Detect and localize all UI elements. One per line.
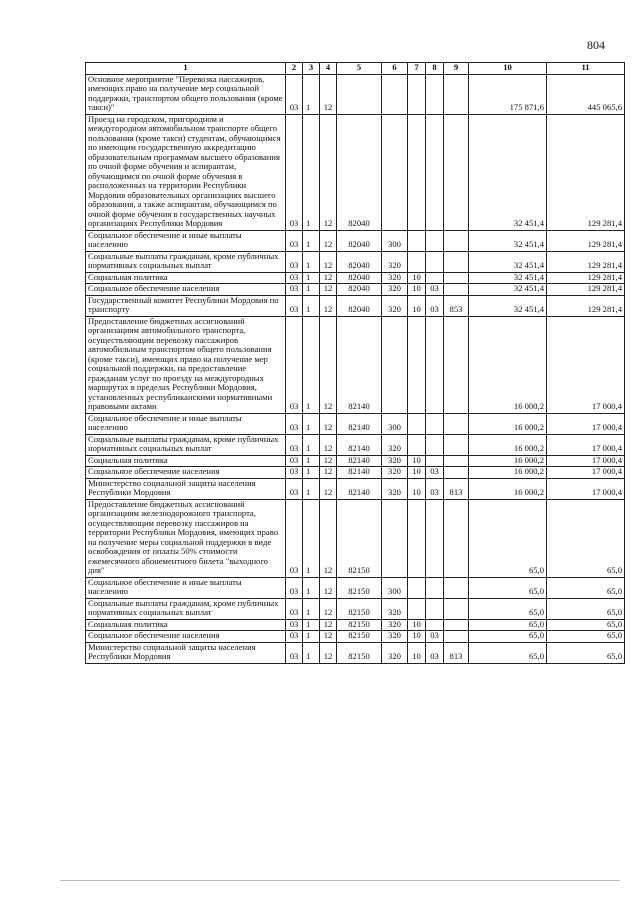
- table-row: [86, 467, 625, 479]
- column-header-3: 3: [303, 63, 320, 75]
- row-cell-col-4: 12: [320, 642, 337, 663]
- row-cell-col-9: [444, 284, 469, 296]
- row-name-cell: Социальное обеспечение населения: [86, 467, 286, 479]
- row-cell-col-2: 03: [286, 295, 303, 316]
- row-cell-col-8: [426, 272, 444, 284]
- row-cell-col-4: 12: [320, 251, 337, 272]
- table-body: [86, 74, 625, 663]
- row-cell-col-4: 12: [320, 114, 337, 230]
- row-cell-col-5: 82040: [337, 295, 382, 316]
- row-cell-col-4: 12: [320, 577, 337, 598]
- table-row: [86, 455, 625, 467]
- table-row: [86, 413, 625, 434]
- row-cell-col-10: 32 451,4: [469, 251, 547, 272]
- row-cell-col-8: 03: [426, 467, 444, 479]
- row-cell-col-7: [408, 251, 426, 272]
- row-cell-col-8: [426, 316, 444, 413]
- row-cell-col-7: 10: [408, 642, 426, 663]
- row-cell-col-10: 16 000,2: [469, 413, 547, 434]
- row-cell-col-11: 17 000,4: [547, 413, 625, 434]
- row-name-cell: Социальное обеспечение и иные выплаты населению: [86, 577, 286, 598]
- table-row: [86, 598, 625, 619]
- row-cell-col-3: 1: [303, 284, 320, 296]
- row-cell-col-4: 12: [320, 499, 337, 577]
- row-cell-col-5: 82150: [337, 642, 382, 663]
- row-cell-col-4: 12: [320, 455, 337, 467]
- table-row: [86, 642, 625, 663]
- row-cell-col-7: 10: [408, 284, 426, 296]
- row-name-cell: Основное мероприятие "Перевозка пассажиров, имеющих право на получение мер социальной поддержки, транспортом общего пользования (кроме такси)": [86, 74, 286, 114]
- row-cell-col-9: [444, 316, 469, 413]
- row-cell-col-4: 12: [320, 230, 337, 251]
- row-cell-col-5: 82040: [337, 230, 382, 251]
- row-cell-col-5: 82140: [337, 467, 382, 479]
- row-cell-col-4: 12: [320, 74, 337, 114]
- row-cell-col-9: [444, 467, 469, 479]
- table-row: [86, 316, 625, 413]
- row-cell-col-2: 03: [286, 619, 303, 631]
- row-cell-col-11: 129 281,4: [547, 230, 625, 251]
- row-cell-col-2: 03: [286, 413, 303, 434]
- row-cell-col-5: 82040: [337, 114, 382, 230]
- budget-table: [85, 62, 625, 664]
- row-cell-col-5: 82150: [337, 499, 382, 577]
- column-header-4: 4: [320, 63, 337, 75]
- row-cell-col-9: [444, 631, 469, 643]
- row-cell-col-7: 10: [408, 619, 426, 631]
- row-cell-col-6: 320: [382, 272, 408, 284]
- row-cell-col-2: 03: [286, 230, 303, 251]
- table-row: [86, 251, 625, 272]
- row-cell-col-3: 1: [303, 598, 320, 619]
- row-cell-col-11: 17 000,4: [547, 467, 625, 479]
- row-cell-col-3: 1: [303, 230, 320, 251]
- row-cell-col-8: [426, 114, 444, 230]
- row-cell-col-4: 12: [320, 295, 337, 316]
- table-row: [86, 577, 625, 598]
- row-cell-col-4: 12: [320, 478, 337, 499]
- row-cell-col-3: 1: [303, 74, 320, 114]
- row-cell-col-7: [408, 413, 426, 434]
- row-name-cell: Социальная политика: [86, 272, 286, 284]
- row-cell-col-4: 12: [320, 598, 337, 619]
- row-cell-col-11: 65,0: [547, 631, 625, 643]
- row-cell-col-3: 1: [303, 455, 320, 467]
- row-cell-col-11: 129 281,4: [547, 272, 625, 284]
- row-name-cell: Социальное обеспечение и иные выплаты населению: [86, 413, 286, 434]
- column-header-7: 7: [408, 63, 426, 75]
- row-name-cell: Проезд на городском, пригородном и междугородном автомобильном транспорте общего пользования (кроме такси) студентам, обучающимся по имеющим государственную аккредитацию образовательным программам высшего образования по очной форме обучения и аспирантам, обучающимся по очной форме обучения в расположенных на территории Республики Мордовия образовательных организациях высшего образования, а также аспирантам, обучающимся по очной форме обучения в государственных научных организациях Республики Мордовия: [86, 114, 286, 230]
- row-cell-col-2: 03: [286, 478, 303, 499]
- row-cell-col-8: 03: [426, 631, 444, 643]
- column-header-2: 2: [286, 63, 303, 75]
- row-cell-col-7: 10: [408, 455, 426, 467]
- row-cell-col-2: 03: [286, 499, 303, 577]
- row-cell-col-5: 82150: [337, 577, 382, 598]
- row-cell-col-7: 10: [408, 295, 426, 316]
- row-cell-col-5: 82150: [337, 619, 382, 631]
- row-name-cell: Государственный комитет Республики Мордовия по транспорту: [86, 295, 286, 316]
- row-cell-col-2: 03: [286, 455, 303, 467]
- row-cell-col-6: 320: [382, 251, 408, 272]
- row-cell-col-11: 17 000,4: [547, 455, 625, 467]
- row-cell-col-4: 12: [320, 316, 337, 413]
- row-cell-col-3: 1: [303, 478, 320, 499]
- row-cell-col-9: 813: [444, 642, 469, 663]
- table-row: [86, 631, 625, 643]
- row-cell-col-10: 16 000,2: [469, 316, 547, 413]
- row-cell-col-5: 82140: [337, 413, 382, 434]
- row-name-cell: Министерство социальной защиты населения Республики Мордовия: [86, 642, 286, 663]
- page-number: 804: [587, 38, 605, 52]
- row-cell-col-9: [444, 230, 469, 251]
- row-cell-col-6: 320: [382, 434, 408, 455]
- row-cell-col-5: 82150: [337, 598, 382, 619]
- row-cell-col-8: 03: [426, 284, 444, 296]
- row-cell-col-4: 12: [320, 284, 337, 296]
- row-cell-col-5: 82040: [337, 272, 382, 284]
- row-cell-col-7: [408, 74, 426, 114]
- row-cell-col-9: [444, 499, 469, 577]
- table-row: [86, 295, 625, 316]
- table-row: [86, 230, 625, 251]
- table-header-row: [86, 63, 625, 75]
- row-cell-col-8: [426, 251, 444, 272]
- row-cell-col-9: 813: [444, 478, 469, 499]
- row-cell-col-2: 03: [286, 631, 303, 643]
- row-cell-col-10: 32 451,4: [469, 230, 547, 251]
- row-cell-col-7: 10: [408, 467, 426, 479]
- row-cell-col-11: 65,0: [547, 642, 625, 663]
- row-cell-col-10: 32 451,4: [469, 295, 547, 316]
- column-header-5: 5: [337, 63, 382, 75]
- row-cell-col-2: 03: [286, 577, 303, 598]
- row-cell-col-7: [408, 230, 426, 251]
- row-cell-col-3: 1: [303, 413, 320, 434]
- row-cell-col-3: 1: [303, 114, 320, 230]
- table-row: [86, 499, 625, 577]
- row-cell-col-10: 16 000,2: [469, 467, 547, 479]
- row-cell-col-6: [382, 114, 408, 230]
- row-cell-col-6: 320: [382, 598, 408, 619]
- row-cell-col-11: 129 281,4: [547, 295, 625, 316]
- row-cell-col-8: 03: [426, 478, 444, 499]
- row-cell-col-10: 175 871,6: [469, 74, 547, 114]
- row-cell-col-3: 1: [303, 316, 320, 413]
- row-cell-col-4: 12: [320, 631, 337, 643]
- row-cell-col-4: 12: [320, 272, 337, 284]
- row-cell-col-2: 03: [286, 272, 303, 284]
- row-cell-col-7: [408, 499, 426, 577]
- row-cell-col-9: [444, 251, 469, 272]
- row-cell-col-3: 1: [303, 577, 320, 598]
- row-cell-col-5: 82140: [337, 434, 382, 455]
- row-cell-col-8: [426, 413, 444, 434]
- row-cell-col-2: 03: [286, 642, 303, 663]
- row-cell-col-8: [426, 577, 444, 598]
- row-cell-col-3: 1: [303, 434, 320, 455]
- row-cell-col-2: 03: [286, 251, 303, 272]
- row-cell-col-9: [444, 413, 469, 434]
- row-cell-col-11: 17 000,4: [547, 434, 625, 455]
- row-cell-col-9: [444, 272, 469, 284]
- row-cell-col-11: 17 000,4: [547, 316, 625, 413]
- row-cell-col-6: 320: [382, 284, 408, 296]
- row-cell-col-9: [444, 114, 469, 230]
- row-name-cell: Социальное обеспечение населения: [86, 284, 286, 296]
- row-cell-col-6: 320: [382, 295, 408, 316]
- column-header-8: 8: [426, 63, 444, 75]
- row-cell-col-2: 03: [286, 316, 303, 413]
- row-cell-col-7: [408, 598, 426, 619]
- row-name-cell: Социальные выплаты гражданам, кроме публичных нормативных социальных выплат: [86, 598, 286, 619]
- row-cell-col-5: 82140: [337, 455, 382, 467]
- row-cell-col-6: 320: [382, 478, 408, 499]
- row-cell-col-6: [382, 74, 408, 114]
- row-name-cell: Социальные выплаты гражданам, кроме публичных нормативных социальных выплат: [86, 434, 286, 455]
- table-row: [86, 478, 625, 499]
- row-cell-col-8: [426, 499, 444, 577]
- row-cell-col-9: [444, 577, 469, 598]
- row-cell-col-10: 65,0: [469, 499, 547, 577]
- row-cell-col-2: 03: [286, 467, 303, 479]
- row-cell-col-5: 82040: [337, 284, 382, 296]
- row-cell-col-9: 853: [444, 295, 469, 316]
- row-cell-col-8: [426, 230, 444, 251]
- row-cell-col-2: 03: [286, 598, 303, 619]
- row-cell-col-11: 129 281,4: [547, 251, 625, 272]
- row-cell-col-7: [408, 434, 426, 455]
- row-cell-col-6: 300: [382, 230, 408, 251]
- table-row: [86, 619, 625, 631]
- row-cell-col-6: 320: [382, 619, 408, 631]
- row-cell-col-3: 1: [303, 499, 320, 577]
- column-header-10: 10: [469, 63, 547, 75]
- row-cell-col-8: [426, 434, 444, 455]
- row-cell-col-9: [444, 598, 469, 619]
- row-cell-col-5: [337, 74, 382, 114]
- table-row: [86, 74, 625, 114]
- row-cell-col-3: 1: [303, 631, 320, 643]
- row-cell-col-7: 10: [408, 631, 426, 643]
- row-cell-col-8: 03: [426, 295, 444, 316]
- row-cell-col-5: 82140: [337, 316, 382, 413]
- row-name-cell: Предоставление бюджетных ассигнований организациям железнодорожного транспорта, осуществляющим перевозку пассажиров на территории Республики Мордовия, имеющих право на получение меры социальной поддержки в виде освобождения от оплаты 50% стоимости ежемесячного абонементного билета "выходного дня": [86, 499, 286, 577]
- row-cell-col-10: 32 451,4: [469, 114, 547, 230]
- row-cell-col-6: 300: [382, 413, 408, 434]
- row-cell-col-7: 10: [408, 478, 426, 499]
- row-cell-col-8: [426, 74, 444, 114]
- row-cell-col-6: 320: [382, 642, 408, 663]
- row-cell-col-6: 320: [382, 467, 408, 479]
- row-cell-col-6: 300: [382, 577, 408, 598]
- row-cell-col-10: 65,0: [469, 631, 547, 643]
- row-cell-col-7: [408, 114, 426, 230]
- row-cell-col-2: 03: [286, 284, 303, 296]
- row-cell-col-11: 17 000,4: [547, 478, 625, 499]
- row-cell-col-11: 445 065,6: [547, 74, 625, 114]
- row-cell-col-7: 10: [408, 272, 426, 284]
- row-cell-col-11: 65,0: [547, 598, 625, 619]
- row-cell-col-7: [408, 577, 426, 598]
- row-name-cell: Социальная политика: [86, 619, 286, 631]
- row-name-cell: Социальное обеспечение и иные выплаты населению: [86, 230, 286, 251]
- row-cell-col-10: 65,0: [469, 598, 547, 619]
- row-cell-col-3: 1: [303, 619, 320, 631]
- row-cell-col-4: 12: [320, 434, 337, 455]
- column-header-9: 9: [444, 63, 469, 75]
- row-cell-col-6: 320: [382, 455, 408, 467]
- row-name-cell: Социальное обеспечение населения: [86, 631, 286, 643]
- row-cell-col-10: 32 451,4: [469, 272, 547, 284]
- row-cell-col-7: [408, 316, 426, 413]
- row-cell-col-3: 1: [303, 272, 320, 284]
- row-cell-col-10: 16 000,2: [469, 478, 547, 499]
- row-name-cell: Социальная политика: [86, 455, 286, 467]
- table-row: [86, 434, 625, 455]
- column-header-11: 11: [547, 63, 625, 75]
- row-cell-col-10: 65,0: [469, 642, 547, 663]
- row-cell-col-4: 12: [320, 467, 337, 479]
- row-cell-col-5: 82040: [337, 251, 382, 272]
- row-cell-col-9: [444, 434, 469, 455]
- row-cell-col-10: 32 451,4: [469, 284, 547, 296]
- row-cell-col-11: 129 281,4: [547, 114, 625, 230]
- row-cell-col-8: 03: [426, 642, 444, 663]
- row-cell-col-11: 65,0: [547, 577, 625, 598]
- row-cell-col-10: 16 000,2: [469, 434, 547, 455]
- row-cell-col-8: [426, 619, 444, 631]
- row-cell-col-2: 03: [286, 114, 303, 230]
- column-header-1: 1: [86, 63, 286, 75]
- row-cell-col-8: [426, 598, 444, 619]
- row-cell-col-6: [382, 316, 408, 413]
- row-cell-col-3: 1: [303, 642, 320, 663]
- row-cell-col-5: 82140: [337, 478, 382, 499]
- row-cell-col-9: [444, 619, 469, 631]
- row-cell-col-8: [426, 455, 444, 467]
- table-row: [86, 284, 625, 296]
- row-cell-col-6: [382, 499, 408, 577]
- row-name-cell: Министерство социальной защиты населения Республики Мордовия: [86, 478, 286, 499]
- bottom-rule: [60, 880, 620, 881]
- row-cell-col-3: 1: [303, 295, 320, 316]
- row-cell-col-9: [444, 74, 469, 114]
- table-row: [86, 114, 625, 230]
- row-cell-col-4: 12: [320, 619, 337, 631]
- row-cell-col-10: 65,0: [469, 577, 547, 598]
- row-cell-col-10: 16 000,2: [469, 455, 547, 467]
- row-cell-col-4: 12: [320, 413, 337, 434]
- column-header-6: 6: [382, 63, 408, 75]
- row-cell-col-5: 82150: [337, 631, 382, 643]
- row-cell-col-2: 03: [286, 434, 303, 455]
- row-cell-col-6: 320: [382, 631, 408, 643]
- row-cell-col-2: 03: [286, 74, 303, 114]
- row-cell-col-3: 1: [303, 251, 320, 272]
- row-name-cell: Предоставление бюджетных ассигнований организациям автомобильного транспорта, осуществляющим перевозку пассажиров автомобильным транспортом общего пользования (кроме такси), имеющих право на получение мер социальной поддержки, на предоставление гражданам услуг по проезду на междугородных маршрутах в пределах Республики Мордовия, установленных республиканскими нормативными правовыми актами: [86, 316, 286, 413]
- row-cell-col-11: 65,0: [547, 619, 625, 631]
- table-row: [86, 272, 625, 284]
- row-cell-col-3: 1: [303, 467, 320, 479]
- row-cell-col-10: 65,0: [469, 619, 547, 631]
- row-name-cell: Социальные выплаты гражданам, кроме публичных нормативных социальных выплат: [86, 251, 286, 272]
- row-cell-col-9: [444, 455, 469, 467]
- row-cell-col-11: 65,0: [547, 499, 625, 577]
- row-cell-col-11: 129 281,4: [547, 284, 625, 296]
